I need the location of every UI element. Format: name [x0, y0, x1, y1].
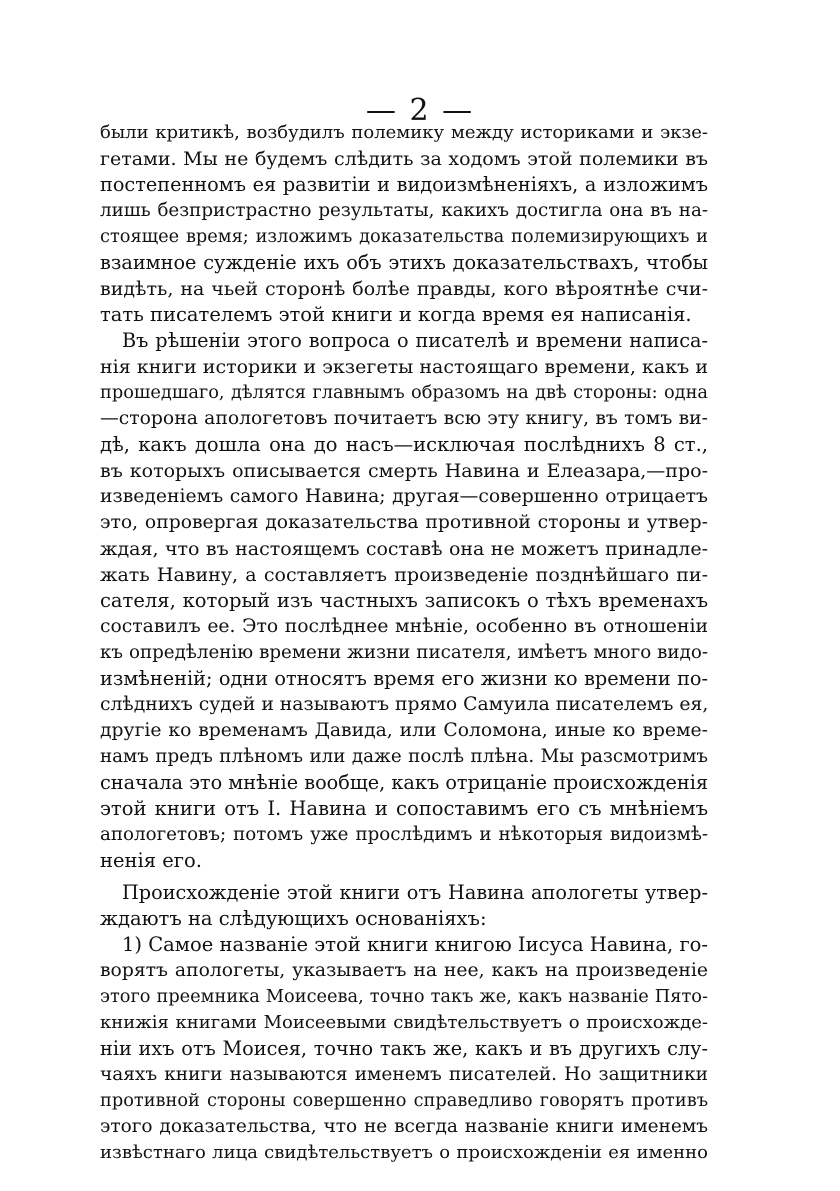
text-line: ворятъ апологеты, указываетъ на нее, какъ на произведеніе [100, 960, 708, 981]
text-line: дѣ, какъ дошла она до насъ—исключая послѣднихъ 8 ст., [100, 433, 708, 456]
text-line: другіе ко временамъ Давида, или Соломона, иные ко време- [100, 720, 708, 741]
text-line: были критикѣ, возбудилъ полемику между историками и экзе- [100, 122, 708, 143]
text-line: взаимное сужденіе ихъ объ этихъ доказательствахъ, чтобы [100, 251, 708, 274]
paragraph-2 [100, 328, 708, 874]
text-line: апологетовъ; потомъ уже прослѣдимъ и нѣкоторыя видоизмѣ- [100, 824, 708, 845]
text-line: гетами. Мы не будемъ слѣдить за ходомъ этой полемики въ [100, 148, 708, 170]
text-line: извѣстнаго лица свидѣтельствуетъ о происхожденіи ея именно [100, 1142, 708, 1163]
text-line: стоящее время; изложимъ доказательства полемизирующихъ и [100, 227, 708, 247]
text-line: видѣть, на чьей сторонѣ болѣе правды, кого вѣроятнѣе счи- [100, 278, 708, 300]
page-number: — 2 — [365, 93, 475, 128]
text-line: къ опредѣленію времени жизни писателя, имѣетъ много видо- [100, 642, 708, 663]
text-line: составилъ ее. Это послѣднее мнѣніе, особенно въ отношеніи [100, 616, 708, 637]
text-line: сателя, который изъ частныхъ записокъ о тѣхъ временахъ [100, 589, 708, 612]
text-line: жать Навину, а составляетъ произведеніе позднѣйшаго пи- [100, 564, 708, 586]
text-line: лишь безпристрастно результаты, какихъ достигла она въ на- [100, 200, 708, 221]
text-line: прошедшаго, дѣлятся главнымъ образомъ на двѣ стороны: одна [100, 383, 708, 403]
text-line: тать писателемъ этой книги и когда время ея написанія. [100, 303, 692, 326]
body-text [100, 120, 708, 1166]
text-line: ненія его. [100, 849, 202, 872]
text-line: слѣднихъ судей и называютъ прямо Самуила писателемъ ея, [100, 694, 708, 715]
text-line: сначала это мнѣніе вообще, какъ отрицаніе происхожденія [100, 771, 708, 794]
text-line: это, опровергая доказательства противной стороны и утвер- [100, 512, 708, 533]
text-line: этого доказательства, что не всегда названіе книги именемъ [100, 1116, 708, 1137]
text-line: —сторона апологетовъ почитаетъ всю эту книгу, въ томъ ви- [100, 408, 708, 429]
text-line: Происхожденіе этой книги отъ Навина апологеты утвер- [122, 881, 708, 904]
text-line: изведеніемъ самого Навина; другая—совершенно отрицаетъ [100, 486, 708, 507]
text-line: этой книги отъ І. Навина и сопоставимъ его съ мнѣніемъ [100, 797, 708, 820]
text-line: этого преемника Моисеева, точно такъ же, какъ названіе Пято- [100, 987, 708, 1007]
text-line: нія книги историки и экзегеты настоящаго времени, какъ и [100, 356, 708, 378]
text-line: Въ рѣшеніи этого вопроса о писателѣ и времени написа- [122, 329, 708, 352]
paragraph-3 [100, 880, 708, 932]
paragraph-4 [100, 932, 708, 1166]
text-line: противной стороны совершенно справедливо говорятъ противъ [100, 1091, 708, 1111]
text-line: ждаютъ на слѣдующихъ основаніяхъ: [100, 907, 487, 930]
text-line: ждая, что въ настоящемъ составѣ она не можетъ принадле- [100, 538, 708, 560]
text-line: измѣненій; одни относятъ время его жизни ко времени по- [100, 667, 708, 690]
text-line: намъ предъ плѣномъ или даже послѣ плѣна. Мы разсмотримъ [100, 746, 708, 767]
paragraph-1 [100, 120, 708, 328]
text-line: 1) Самое названіе этой книги книгою Іисуса Навина, го- [122, 933, 708, 956]
text-line: въ которыхъ описывается смерть Навина и Елеазара,—про- [100, 460, 708, 482]
text-line: ніи ихъ отъ Моисея, точно такъ же, какъ и въ другихъ слу- [100, 1037, 708, 1060]
text-line: постепенномъ ея развитіи и видоизмѣненіяхъ, а изложимъ [100, 173, 708, 196]
text-line: чаяхъ книги называются именемъ писателей. Но защитники [100, 1064, 708, 1085]
text-line: книжія книгами Моисеевыми свидѣтельствуетъ о происхожде- [100, 1012, 708, 1033]
